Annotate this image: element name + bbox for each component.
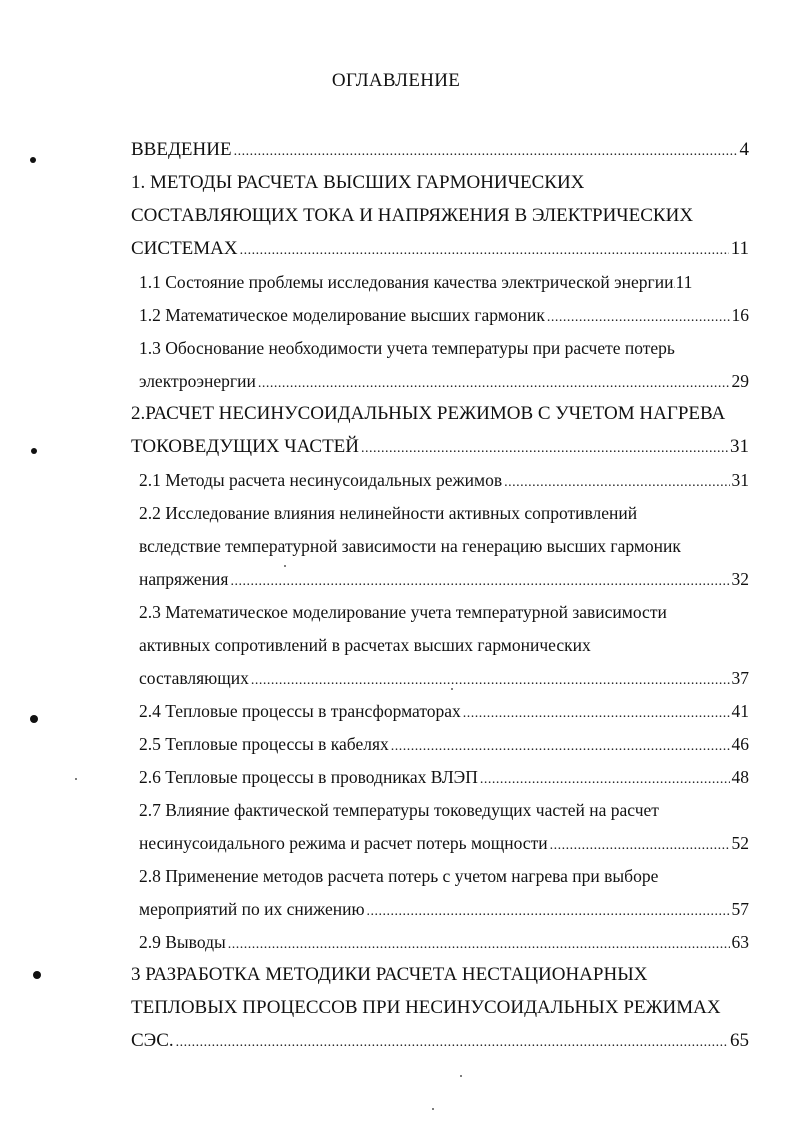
toc-entry-2-8-line-1[interactable] [139,863,749,889]
toc-entry-text: несинусоидального режима и расчет потерь мощности [139,833,548,853]
dot-leader [234,139,738,165]
dot-leader [361,436,728,462]
dot-leader [228,932,730,958]
toc-entry-chapter-1-line-3[interactable] [131,236,749,262]
toc-entry-text: 2.4 Тепловые процессы в трансформаторах [139,701,461,721]
toc-page-number: 41 [731,701,749,721]
toc-entry-text: СИСТЕМАХ [131,238,238,259]
toc-entry-text: активных сопротивлений в расчетах высших гармонических [139,635,591,655]
toc-page-number: 37 [731,668,749,688]
toc-entry-text: 1.1 Состояние проблемы исследования качества электрической энергии [139,272,674,292]
binding-mark [30,715,38,723]
toc-entry-text: 2.3 Математическое моделирование учета температурной зависимости [139,602,667,622]
toc-entry-2-2-line-1[interactable] [139,500,749,526]
dot-leader [251,668,730,694]
toc-page-number: 63 [731,932,749,952]
toc-entry-text: 3 РАЗРАБОТКА МЕТОДИКИ РАСЧЕТА НЕСТАЦИОНАРНЫХ [131,964,648,985]
toc-entry-text: 2.РАСЧЕТ НЕСИНУСОИДАЛЬНЫХ РЕЖИМОВ С УЧЕТОМ НАГРЕВА [131,403,726,424]
toc-entry-text: вследствие температурной зависимости на генерацию высших гармоник [139,536,681,556]
toc-page-number: 57 [731,899,749,919]
scan-speck [284,565,286,567]
toc-entry-text: 2.1 Методы расчета несинусоидальных режимов [139,470,503,490]
toc-entry-text: 2.6 Тепловые процессы в проводниках ВЛЭП [139,767,478,787]
toc-page-number: 32 [731,569,749,589]
page-title: ОГЛАВЛЕНИЕ [331,70,461,91]
toc-page-number: 31 [730,436,749,457]
toc-entry-text: составляющих [139,668,249,688]
toc-entry-text: СОСТАВЛЯЮЩИХ ТОКА И НАПРЯЖЕНИЯ В ЭЛЕКТРИЧЕСКИХ [131,205,694,226]
toc-page-number: 11 [730,238,749,259]
binding-mark [30,157,36,163]
toc-entry-text: напряжения [139,569,229,589]
toc-entry-text: 2.5 Тепловые процессы в кабелях [139,734,389,754]
toc-entry-text: 1.3 Обоснование необходимости учета температуры при расчете потерь [139,338,675,358]
toc-entry-2-3-line-2[interactable] [139,632,749,658]
dot-leader [230,569,729,595]
binding-mark [31,448,37,454]
dot-leader [240,238,729,264]
toc-entry-text: 2.7 Влияние фактической температуры токоведущих частей на расчет [139,800,659,820]
toc-entry-introduction[interactable] [131,137,749,163]
dot-leader [547,305,730,331]
dot-leader [550,833,730,859]
toc-page-number: 31 [731,470,749,490]
toc-page-number: 4 [739,139,749,160]
scan-speck [75,778,77,780]
toc-entry-2-1[interactable] [139,467,749,493]
toc-page-number: 11 [675,272,693,292]
toc-entry-text: 1.2 Математическое моделирование высших гармоник [139,305,545,325]
toc-entry-chapter-3-line-2[interactable] [131,995,749,1021]
toc-entry-text: ТОКОВЕДУЩИХ ЧАСТЕЙ [131,436,360,457]
toc-entry-2-7-line-2[interactable] [139,830,749,856]
toc-entry-text: 2.2 Исследование влияния нелинейности активных сопротивлений [139,503,638,523]
dot-leader [367,899,730,925]
toc-entry-2-5[interactable] [139,731,749,757]
toc-entry-text: электроэнергии [139,371,256,391]
dot-leader [504,470,729,496]
toc-entry-2-3-line-3[interactable] [139,665,749,691]
toc-page-number: 65 [730,1030,749,1051]
toc-page-number: 48 [731,767,749,787]
toc-entry-2-8-line-2[interactable] [139,896,749,922]
toc-page-number: 52 [731,833,749,853]
scan-speck [460,1075,462,1077]
toc-entry-text: СЭС. [131,1030,174,1051]
toc-page-number: 29 [731,371,749,391]
toc-entry-2-6[interactable] [139,764,749,790]
toc-entry-text: ВВЕДЕНИЕ [131,139,232,160]
toc-entry-chapter-1-line-2[interactable] [131,203,749,229]
toc-entry-text: 2.9 Выводы [139,932,226,952]
toc-entry-text: мероприятий по их снижению [139,899,365,919]
toc-entry-text: 2.8 Применение методов расчета потерь с учетом нагрева при выборе [139,866,659,886]
toc-entry-1-2[interactable] [139,302,749,328]
dot-leader [258,371,730,397]
toc-entry-text: 1. МЕТОДЫ РАСЧЕТА ВЫСШИХ ГАРМОНИЧЕСКИХ [131,172,585,193]
toc-entry-chapter-2-line-1[interactable] [131,401,749,427]
toc-entry-2-2-line-2[interactable] [139,533,749,559]
toc-entry-1-3-line-1[interactable] [139,335,749,361]
scan-speck [451,688,453,690]
toc-entry-2-4[interactable] [139,698,749,724]
dot-leader [463,701,730,727]
dot-leader [480,767,730,793]
toc-entry-chapter-1-line-1[interactable] [131,170,749,196]
scan-speck [432,1108,434,1110]
toc-entry-2-3-line-1[interactable] [139,599,749,625]
toc-entry-chapter-3-line-3[interactable] [131,1028,749,1054]
dot-leader [391,734,730,760]
toc-entry-chapter-3-line-1[interactable] [131,962,749,988]
toc-entry-1-1[interactable] [139,269,749,295]
toc-entry-text: ТЕПЛОВЫХ ПРОЦЕССОВ ПРИ НЕСИНУСОИДАЛЬНЫХ РЕЖИМАХ [131,997,721,1018]
toc-entry-2-7-line-1[interactable] [139,797,749,823]
toc-entry-1-3-line-2[interactable] [139,368,749,394]
toc-page-number: 16 [731,305,749,325]
toc-entry-2-9[interactable] [139,929,749,955]
dot-leader [176,1030,728,1056]
toc-entry-chapter-2-line-2[interactable] [131,434,749,460]
toc-page-number: 46 [731,734,749,754]
toc-entry-2-2-line-3[interactable] [139,566,749,592]
binding-mark [33,971,41,979]
